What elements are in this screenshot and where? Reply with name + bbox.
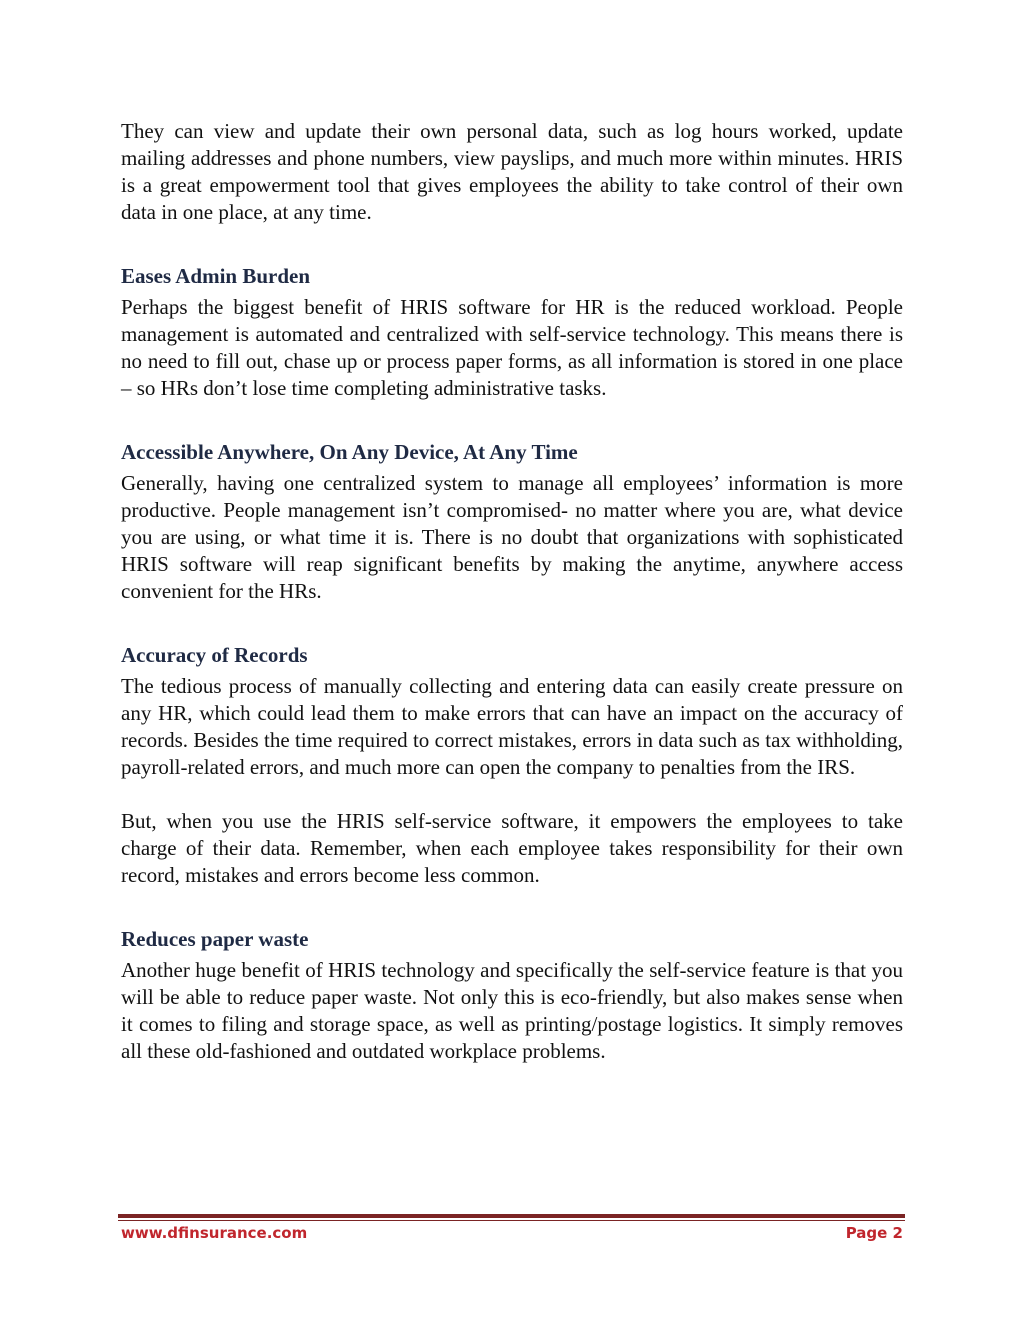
section-paragraph: Another huge benefit of HRIS technology and specifically the self-service feature is that you will be able to reduce paper waste. Not only this is eco-friendly, but also makes sense when it comes to filing and storage space, as well as printing/postage logistics. It simply removes all these old-fashioned and outdated workplace problems.	[121, 958, 903, 1063]
page-body	[121, 118, 903, 1065]
section-reduces-paper-waste	[121, 926, 903, 1065]
intro-paragraph: They can view and update their own personal data, such as log hours worked, update mailing addresses and phone numbers, view payslips, and much more within minutes. HRIS is a great empowerment tool that gives employees the ability to take control of their own data in one place, at any time.	[121, 119, 903, 224]
footer-website-link[interactable]: www.dfinsurance.com	[121, 1224, 308, 1242]
page-footer	[121, 1224, 903, 1242]
section-paragraph: Perhaps the biggest benefit of HRIS software for HR is the reduced workload. People management is automated and centralized with self-service technology. This means there is no need to fill out, chase up or process paper forms, as all information is stored in one place – so HRs don’t lose time completing administrative tasks.	[121, 295, 903, 400]
section-heading: Eases Admin Burden	[121, 264, 311, 288]
page-number: Page 2	[845, 1224, 903, 1242]
section-heading: Accuracy of Records	[121, 643, 308, 667]
section-paragraph: But, when you use the HRIS self-service software, it empowers the employees to take charge of their data. Remember, when each employee takes responsibility for their own record, mistakes and errors become less common.	[121, 809, 903, 887]
footer-divider-thin	[118, 1220, 905, 1221]
section-paragraph: The tedious process of manually collecting and entering data can easily create pressure on any HR, which could lead them to make errors that can have an impact on the accuracy of records. Besides the time required to correct mistakes, errors in data such as tax withholding, payroll-related errors, and much more can open the company to penalties from the IRS.	[121, 674, 903, 779]
section-eases-admin-burden	[121, 263, 903, 402]
section-paragraph: Generally, having one centralized system to manage all employees’ information is more productive. People management isn’t compromised- no matter where you are, what device you are using, or what time it is. There is no doubt that organizations with sophisticated HRIS software will reap significant benefits by making the anytime, anywhere access convenient for the HRs.	[121, 471, 903, 603]
section-accuracy-of-records	[121, 642, 903, 889]
section-heading: Reduces paper waste	[121, 927, 309, 951]
section-accessible-anywhere	[121, 439, 903, 605]
section-heading: Accessible Anywhere, On Any Device, At Any Time	[121, 440, 578, 464]
footer-divider	[118, 1214, 905, 1218]
